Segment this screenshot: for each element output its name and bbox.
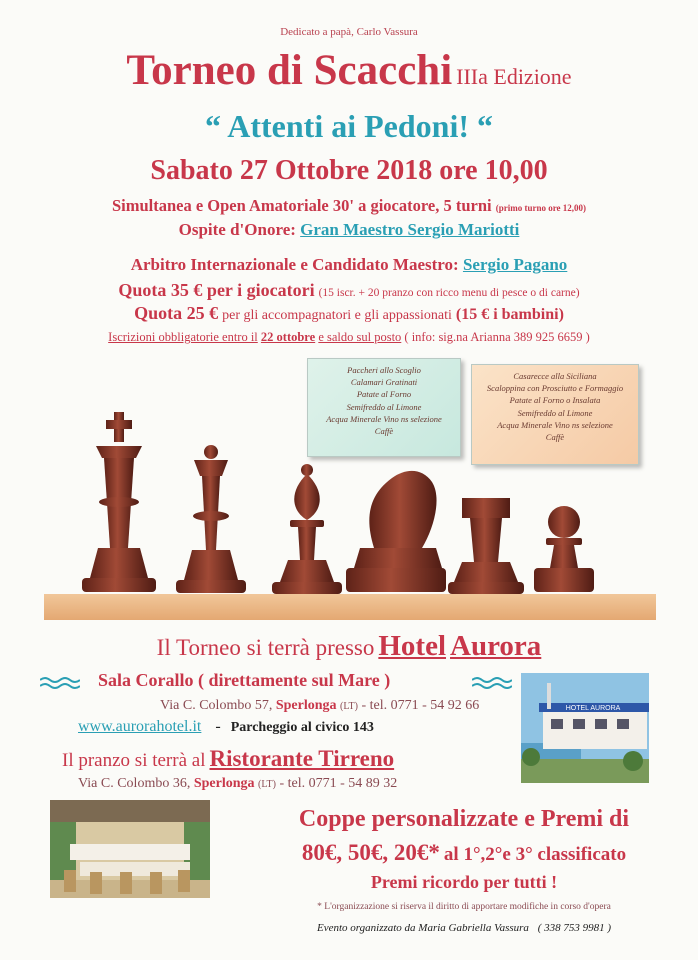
- menu-item: Semifreddo al Limone: [346, 401, 422, 412]
- web-parking-line: [78, 718, 374, 736]
- chess-pieces-image: [44, 398, 656, 620]
- separator: -: [215, 718, 221, 735]
- fee-kids: (15 € i bambini): [455, 306, 564, 323]
- hotel-photo: [521, 673, 649, 783]
- restaurant-photo-svg: [50, 800, 210, 898]
- fee-guests: [0, 303, 698, 324]
- fee-players: [0, 280, 698, 301]
- prizes-line1: Coppe personalizzate e Premi di: [298, 806, 630, 832]
- hotel-name-2: Aurora: [450, 630, 542, 662]
- organizer-phone: ( 338 753 9981 ): [537, 922, 612, 934]
- event-date: Sabato 27 Ottobre 2018 ore 10,00: [150, 155, 548, 186]
- address-tel: - tel. 0771 - 54 89 32: [279, 776, 398, 791]
- waves-icon: [40, 676, 80, 692]
- address-tel: - tel. 0771 - 54 92 66: [361, 698, 480, 713]
- arbiter-name: Sergio Pagano: [462, 255, 568, 274]
- restaurant-name: Ristorante Tirreno: [209, 746, 395, 771]
- guest-name: Gran Maestro Sergio Mariotti: [300, 220, 520, 239]
- menu-item: Acqua Minerale Vino ns selezione: [326, 413, 442, 424]
- organizer-text: Evento organizzato da Maria Gabriella Vassura: [316, 922, 529, 934]
- restaurant-address: [78, 776, 397, 792]
- edition: IIIa Edizione: [456, 64, 572, 89]
- lunch-intro: Il pranzo si terrà al: [62, 750, 206, 771]
- parking-text: Parcheggio al civico 143: [230, 720, 374, 735]
- menu-item: Calamari Gratinati: [350, 377, 418, 388]
- format-note: (primo turno ore 12,00): [495, 203, 587, 213]
- menu-item: Caffè: [374, 426, 394, 437]
- lunch-line: [62, 746, 394, 772]
- registration-line: [0, 330, 698, 345]
- address-city: Sperlonga: [275, 698, 337, 713]
- hall-line: [98, 670, 390, 691]
- registration-text2: e saldo sul posto: [318, 330, 402, 344]
- hotel-name-1: Hotel: [378, 630, 447, 662]
- bishop-piece: [272, 464, 342, 594]
- hotel-address: [160, 698, 479, 714]
- organizer-line: [230, 922, 698, 934]
- fee-guests-text: per gli accompagnatori e gli appassionati: [222, 308, 452, 323]
- prize-amounts: 80€, 50€, 20€*: [301, 840, 440, 865]
- queen-piece: [176, 445, 246, 593]
- rook-piece: [448, 498, 524, 594]
- venue-intro: Il Torneo si terrà presso: [156, 635, 375, 660]
- guest-label: Ospite d'Onore:: [178, 220, 296, 239]
- hotel-photo-svg: [521, 673, 649, 783]
- registration-date: 22 ottobre: [260, 330, 316, 344]
- menu-item: Casarecce alla Siciliana: [513, 371, 597, 381]
- menu-item: Patate al Forno o Insalata: [509, 395, 601, 406]
- fee-players-detail: (15 iscr. + 20 pranzo con ricco menu di pesce o di carne): [318, 287, 580, 299]
- king-piece: [82, 412, 156, 592]
- address-city: Sperlonga: [193, 776, 255, 791]
- knight-piece: [346, 471, 446, 592]
- address-street: Via C. Colombo 57,: [160, 698, 273, 713]
- page-title: Torneo di Scacchi: [126, 47, 453, 94]
- menu-item: Caffè: [545, 432, 565, 443]
- guest-line: [0, 220, 698, 240]
- menu-item: Scaloppina con Prosciutto e Formaggio: [486, 383, 624, 394]
- arbiter-label: Arbitro Internazionale e Candidato Maestro:: [130, 255, 459, 274]
- fee-players-label: Quota 35 € per i giocatori: [118, 280, 315, 300]
- address-street: Via C. Colombo 36,: [78, 776, 191, 791]
- format-line: [0, 196, 698, 216]
- hall-note: ( direttamente sul Mare ): [198, 670, 391, 690]
- slogan: “ Attenti ai Pedoni! “: [205, 108, 493, 144]
- hall-name: Sala Corallo: [98, 670, 194, 690]
- table-surface: [44, 594, 656, 620]
- arbiter-line: [0, 255, 698, 275]
- registration-text: Iscrizioni obbligatorie entro il: [108, 330, 258, 344]
- prize-places: al 1°,2°e 3° classificato: [443, 844, 627, 865]
- menu-item: Patate al Forno: [356, 389, 412, 400]
- venue-line: [0, 630, 698, 663]
- title-block: [0, 46, 698, 95]
- fee-guests-label: Quota 25 €: [134, 303, 219, 323]
- registration-info: ( info: sig.na Arianna 389 925 6659 ): [404, 330, 590, 344]
- website-link[interactable]: www.aurorahotel.it: [78, 718, 202, 735]
- format-text: Simultanea e Open Amatoriale 30' a giocatore, 5 turni: [111, 196, 492, 215]
- waves-icon: [472, 676, 512, 692]
- prizes-line3: Premi ricordo per tutti !: [370, 872, 558, 892]
- menu-item: Acqua Minerale Vino ns selezione: [497, 419, 613, 430]
- prizes-line2: [230, 840, 698, 866]
- restaurant-photo: [50, 800, 210, 898]
- address-prov: (LT): [340, 701, 358, 712]
- menu-item: Semifreddo al Limone: [517, 407, 593, 418]
- dedication: Dedicato a papà, Carlo Vassura: [280, 26, 418, 38]
- disclaimer: * L'organizzazione si riserva il diritto di apportare modifiche in corso d'opera: [317, 902, 611, 912]
- pawn-piece: [534, 506, 594, 592]
- menu-item: Paccheri allo Scoglio: [347, 365, 421, 375]
- address-prov: (LT): [258, 779, 276, 790]
- hotel-sign: HOTEL AURORA: [565, 705, 621, 712]
